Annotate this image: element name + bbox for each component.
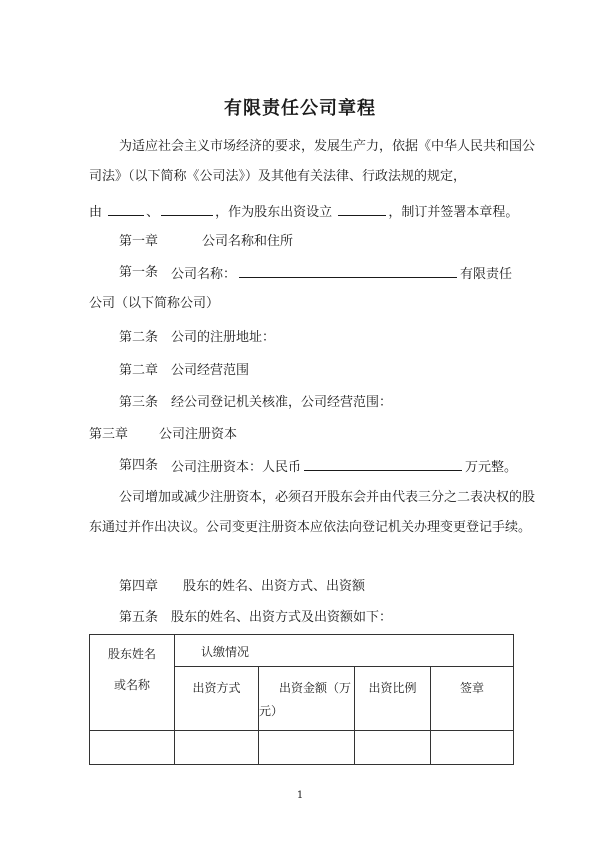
cell-signature [431, 731, 514, 765]
header-name-line-2: 或名称 [113, 678, 150, 692]
article-1-suffix: 有限责任 [460, 267, 513, 282]
chapter-4-number: 第四章 [119, 579, 159, 594]
preamble-suffix: ，制订并签署本章程。 [388, 205, 519, 220]
chapter-3-title: 公司注册资本 [159, 427, 238, 442]
company-name-blank [338, 202, 386, 216]
capital-note-line-2: 东通过并作出决议。公司变更注册资本应依法向登记机关办理变更登记手续。 [89, 520, 532, 535]
table-row [90, 731, 514, 765]
chapter-1-title: 公司名称和住所 [202, 234, 294, 249]
article-5-label: 第五条 [119, 610, 159, 625]
page-number: 1 [296, 790, 304, 801]
document-title: 有限责任公司章程 [224, 98, 376, 119]
shareholder-1-blank [108, 202, 144, 216]
chapter-2-title: 公司经营范围 [171, 363, 250, 378]
cell-amount [259, 731, 355, 765]
article-4-line [171, 457, 517, 477]
preamble-line-3 [89, 202, 518, 222]
header-shareholder-name [90, 635, 175, 731]
chapter-2-number: 第二章 [119, 363, 159, 378]
article-5-text: 股东的姓名、出资方式及出资额如下： [171, 610, 393, 625]
header-contribution-method: 出资方式 [175, 667, 259, 731]
cell-name [90, 731, 175, 765]
article-1-continuation: 公司（以下简称公司） [89, 296, 220, 311]
header-amount-line-2: 元） [259, 704, 284, 718]
article-1-text: 公司名称： [171, 267, 237, 282]
article-1-line [171, 264, 512, 284]
article-4-suffix: 万元整。 [465, 460, 518, 475]
article-2-text: 公司的注册地址： [171, 330, 276, 345]
preamble-prefix: 由 [89, 205, 103, 220]
chapter-3-number: 第三章 [89, 427, 129, 442]
article-3-text: 经公司登记机关核准，公司经营范围： [171, 395, 393, 410]
chapter-1-number: 第一章 [119, 234, 159, 249]
preamble-separator: 、 [146, 205, 160, 220]
registered-capital-blank [304, 457, 462, 471]
cell-ratio [355, 731, 431, 765]
preamble-line-2: 司法》（以下简称《公司法》）及其他有关法律、行政法规的规定， [89, 169, 467, 184]
preamble-mid: ，作为股东出资设立 [215, 205, 333, 220]
article-2-label: 第二条 [119, 330, 159, 345]
shareholder-2-blank [161, 202, 213, 216]
capital-note-line-1: 公司增加或减少注册资本，必须召开股东会并由代表三分之二表决权的股 [119, 490, 536, 505]
preamble-line-1: 为适应社会主义市场经济的要求，发展生产力，依据《中华人民共和国公 [119, 139, 536, 154]
article-4-text: 公司注册资本：人民币 [171, 460, 302, 475]
header-amount-line-1: 出资金额（万 [279, 681, 352, 695]
header-name-line-1: 股东姓名 [107, 647, 156, 661]
header-contribution-ratio: 出资比例 [355, 667, 431, 731]
article-4-label: 第四条 [119, 458, 159, 473]
article-3-label: 第三条 [119, 395, 159, 410]
header-signature: 签章 [431, 667, 514, 731]
cell-method [175, 731, 259, 765]
chapter-4-title: 股东的姓名、出资方式、出资额 [183, 579, 366, 594]
company-name-field-blank [239, 264, 457, 278]
header-contribution-amount [259, 667, 355, 731]
article-1-label: 第一条 [119, 265, 159, 280]
header-subscription: 认缴情况 [175, 635, 514, 667]
shareholder-table [89, 634, 514, 765]
